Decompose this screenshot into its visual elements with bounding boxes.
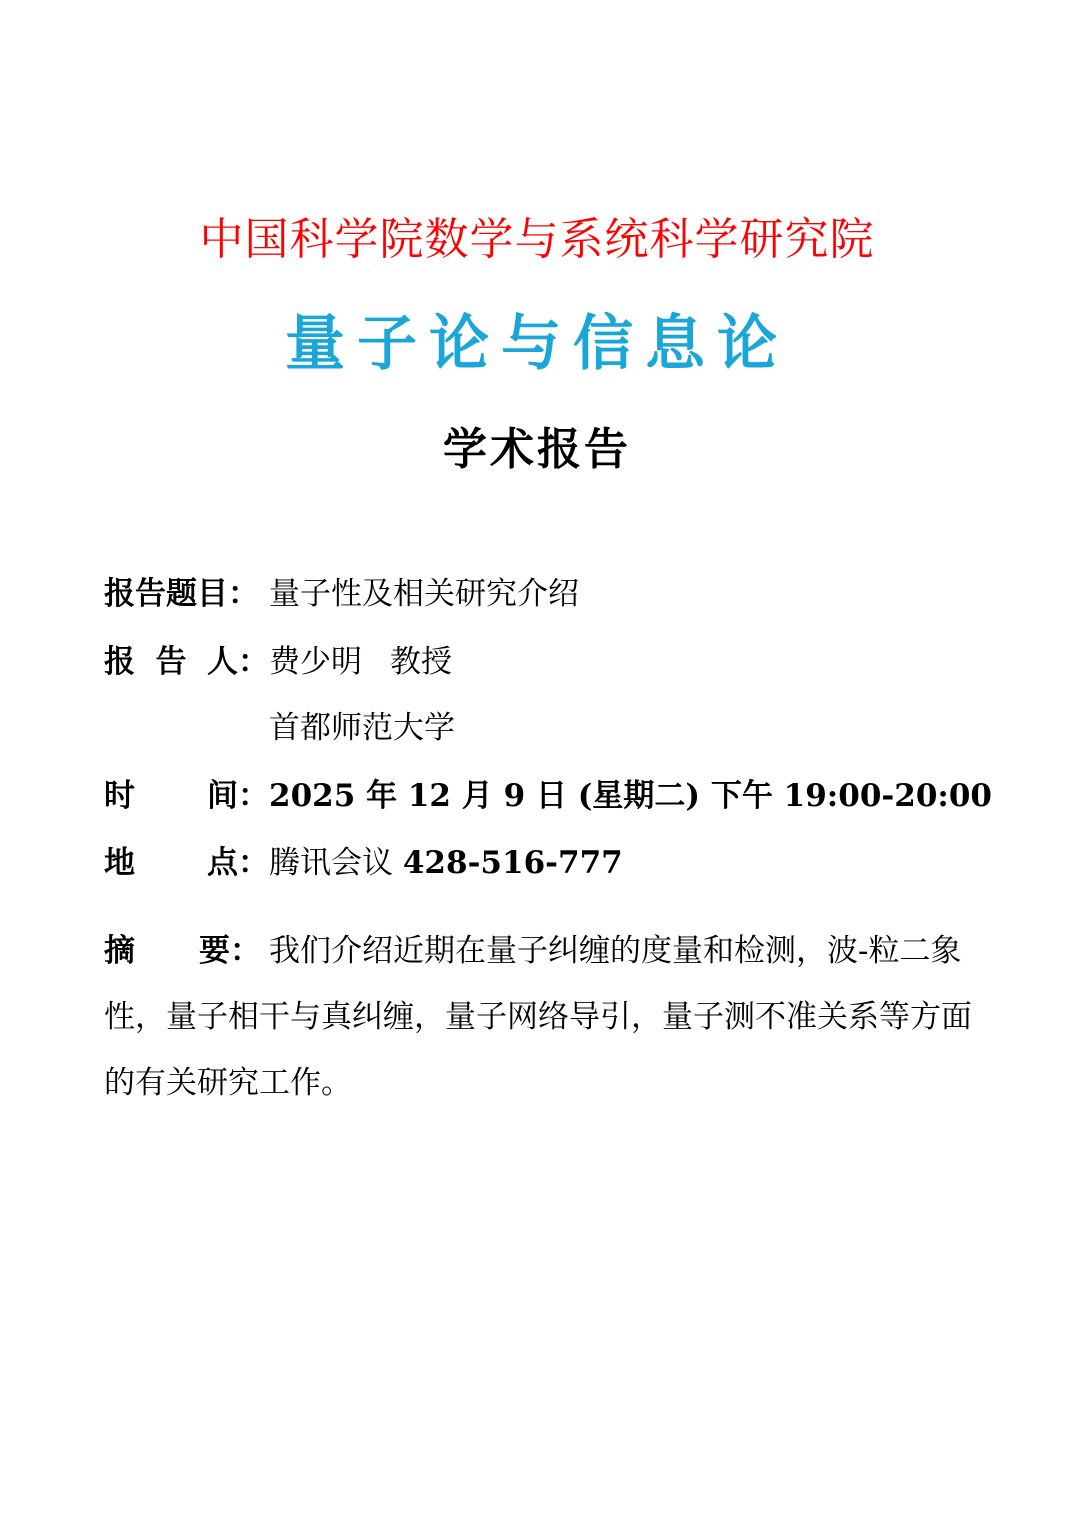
abstract-label-char: 摘 (104, 933, 135, 969)
talk-title-label: 报告题目： (104, 576, 259, 612)
speaker-rank: 教授 (390, 644, 452, 680)
time-label (104, 776, 269, 816)
seminar-series-title: 量子论与信息论 (285, 309, 789, 379)
place-label-char: 点： (207, 845, 269, 881)
institute-name: 中国科学院数学与系统科学研究院 (199, 214, 875, 265)
speaker-label-char: 人： (207, 644, 269, 680)
time-value: 2025 年 12 月 9 日 (星期二) 下午 19:00-20:00 (269, 778, 992, 814)
place-label (104, 843, 269, 883)
talk-title-value: 量子性及相关研究介绍 (269, 576, 579, 612)
abstract-label-char: 要： (199, 933, 261, 969)
speaker-value (269, 642, 452, 682)
place-value (269, 843, 623, 883)
speaker-affiliation: 首都师范大学 (269, 710, 455, 746)
place-value-text: 腾讯会议 (269, 845, 403, 881)
abstract-paragraph (104, 918, 974, 1116)
speaker-label (104, 642, 269, 682)
time-label-char: 时 (104, 778, 135, 814)
speaker-name: 费少明 (269, 644, 362, 680)
meeting-id: 428-516-777 (402, 845, 623, 881)
speaker-label-char: 报 (104, 644, 135, 680)
abstract-text: 我们介绍近期在量子纠缠的度量和检测，波-粒二象性，量子相干与真纠缠，量子网络导引，量子测不准关系等方面的有关研究工作。 (104, 933, 972, 1101)
document-type-heading: 学术报告 (443, 424, 631, 475)
time-label-char: 间： (207, 778, 269, 814)
speaker-label-char: 告 (155, 644, 187, 680)
abstract-label (104, 918, 269, 984)
place-label-char: 地 (104, 845, 135, 881)
